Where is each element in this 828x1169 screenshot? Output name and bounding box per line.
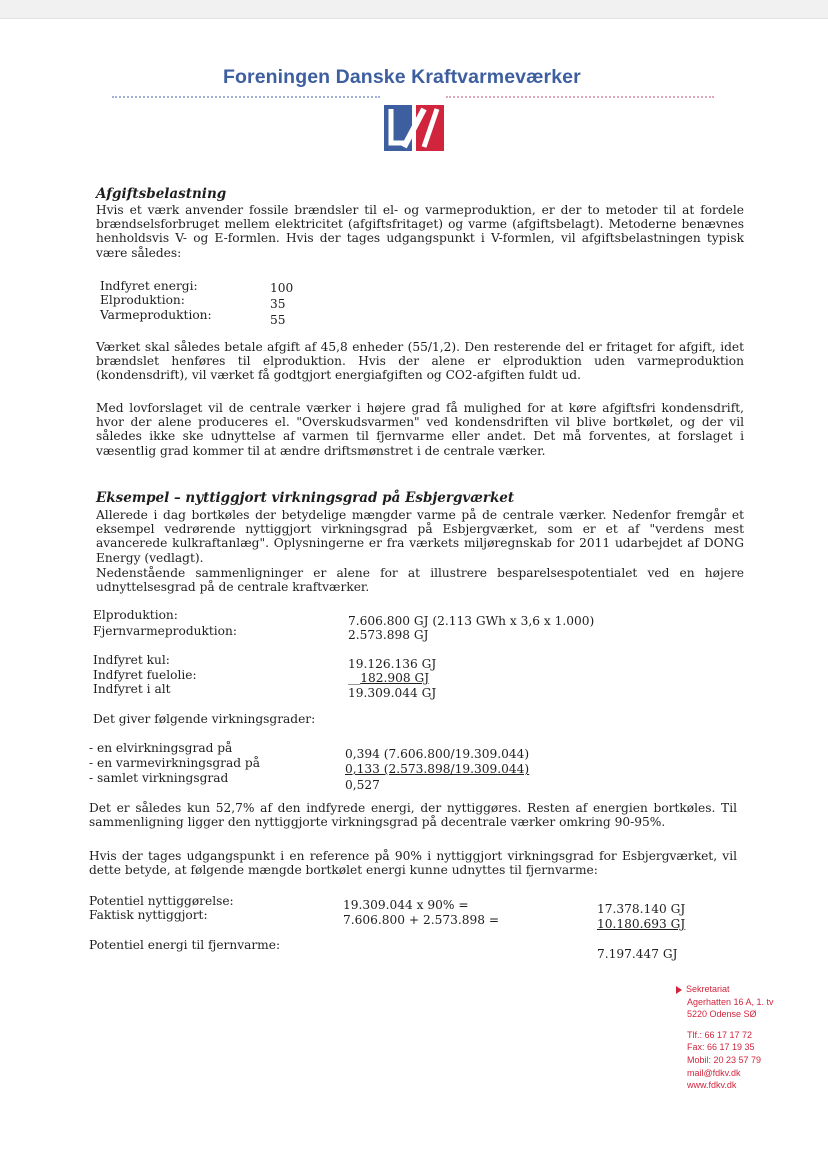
- contact-address-2: 5220 Odense SØ: [687, 1009, 757, 1020]
- calc-potentiel-nyttiggorelse: 19.309.044 x 90% =: [343, 898, 469, 912]
- value-fuelolie: __182.908 GJ: [348, 671, 430, 685]
- row-label-el: Elproduktion:: [100, 293, 185, 307]
- label-kul: Indfyret kul:: [93, 653, 170, 667]
- organization-name: Foreningen Danske Kraftvarmeværker: [223, 66, 581, 88]
- row-value-heat: 55: [270, 313, 286, 327]
- value-fuelolie-number: 182.908 GJ: [360, 671, 430, 685]
- label-samlet: - samlet virkningsgrad: [89, 771, 229, 785]
- efficiency-intro: Det giver følgende virkningsgrader:: [93, 712, 316, 726]
- paragraph-afgift: Værket skal således betale afgift af 45,8 enheder (55/1,2). Den resterende del er fritaget for afgift, idet brændslet henføres til elproduktion. Hvis der alene er elproduktion uden varmeproduktion (kondensdrift), vil værket få godtgjort energiafgiften og CO2-afgiften fuldt ud.: [96, 340, 744, 383]
- paragraph-lovforslag: Med lovforslaget vil de centrale værker i højere grad få mulighed for at køre afgiftsfri kondensdrift, hvor der alene produceres el. "Overskudsvarmen" ved kondensdriften vil blive bortkølet, og der vil således ikke ske udnyttelse af varmen til fjernvarme eller andet. Det må forventes, at forslaget i væsentlig grad kommer til at ændre driftsmønstret i de centrale værker.: [96, 401, 744, 458]
- value-elproduktion: 7.606.800 GJ (2.113 GWh x 3,6 x 1.000): [348, 614, 595, 628]
- value-potentiel-energi: 7.197.447 GJ: [597, 947, 678, 961]
- value-samlet: 0,527: [345, 778, 380, 792]
- value-elvirkningsgrad: 0,394 (7.606.800/19.309.044): [345, 747, 530, 761]
- label-elproduktion: Elproduktion:: [93, 608, 178, 622]
- contact-block: [676, 983, 786, 1092]
- paragraph-resultat: Det er således kun 52,7% af den indfyrede energi, der nyttiggøres. Resten af energien bortkøles. Til sammenligning ligger den nyttiggjorte virkningsgrad på decentrale værker omkring 90-95%.: [89, 801, 737, 830]
- value-fjernvarme: 2.573.898 GJ: [348, 628, 429, 642]
- header-rule-right: [446, 96, 714, 98]
- label-faktisk-nyttiggjort: Faktisk nyttiggjort:: [89, 908, 208, 922]
- label-fuelolie: Indfyret fuelolie:: [93, 668, 197, 682]
- value-kul: 19.126.136 GJ: [348, 657, 437, 671]
- contact-email[interactable]: mail@fdkv.dk: [687, 1067, 741, 1078]
- row-value-energy: 100: [270, 281, 294, 295]
- contact-title: Sekretariat: [686, 984, 730, 994]
- paragraph-intro: Hvis et værk anvender fossile brændsler til el- og varmeproduktion, er der to metoder til at fordele brændselsforbruget mellem elektricitet (afgiftsfritaget) og varme (afgiftsbelagt). Metoderne benævnes henholdsvis V- og E-formlen. Hvis der tages udgangspunkt i V-formlen, vil afgiftsbelastningen typisk være således:: [96, 203, 744, 260]
- value-potentiel-nyttiggorelse: 17.378.140 GJ: [597, 902, 686, 916]
- label-elvirkningsgrad: - en elvirkningsgrad på: [89, 741, 233, 755]
- value-i-alt: 19.309.044 GJ: [348, 686, 437, 700]
- contact-fax: Fax: 66 17 19 35: [687, 1042, 755, 1053]
- label-potentiel-nyttiggorelse: Potentiel nyttiggørelse:: [89, 894, 234, 908]
- label-varmevirkningsgrad: - en varmevirkningsgrad på: [89, 756, 260, 770]
- calc-faktisk-nyttiggjort: 7.606.800 + 2.573.898 =: [343, 913, 500, 927]
- contact-web[interactable]: www.fdkv.dk: [687, 1080, 737, 1091]
- value-varmevirkningsgrad: 0,133 (2.573.898/19.309.044): [345, 762, 530, 776]
- value-faktisk-nyttiggjort: 10.180.693 GJ: [597, 917, 686, 931]
- row-label-heat: Varmeproduktion:: [100, 308, 212, 322]
- row-value-el: 35: [270, 297, 286, 311]
- contact-phone: Tlf.: 66 17 17 72: [687, 1029, 753, 1040]
- contact-address-1: Agerhatten 16 A, 1. tv: [687, 996, 774, 1007]
- fdkv-logo-icon: [382, 101, 446, 155]
- label-i-alt: Indfyret i alt: [93, 682, 171, 696]
- paragraph-reference: Hvis der tages udgangspunkt i en reference på 90% i nyttiggjort virkningsgrad for Esbjergværket, vil dette betyde, at følgende mængde bortkølet energi kunne udnyttes til fjernvarme:: [89, 849, 737, 878]
- contact-mobile: Mobil: 20 23 57 79: [687, 1054, 762, 1065]
- scan-top-edge: [0, 0, 828, 19]
- row-label-energy: Indfyret energi:: [100, 279, 198, 293]
- section-heading-eksempel: Eksempel – nyttiggjort virkningsgrad på Esbjergværket: [96, 490, 515, 506]
- header-rule-left: [112, 96, 380, 98]
- paragraph-sammenligning: Nedenstående sammenligninger er alene for at illustrere besparelsespotentialet ved en højere udnyttelsesgrad på de centrale kraftværker.: [96, 566, 744, 595]
- label-potentiel-energi: Potentiel energi til fjernvarme:: [89, 938, 281, 952]
- section-heading-afgiftsbelastning: Afgiftsbelastning: [96, 186, 227, 202]
- label-fjernvarme: Fjernvarmeproduktion:: [93, 624, 237, 638]
- paragraph-eksempel: Allerede i dag bortkøles der betydelige mængder varme på de centrale værker. Nedenfor fremgår et eksempel vedrørende nyttiggjort virkningsgrad på Esbjergværket, som er et af "verdens mest avancerede kulkraftanlæg". Oplysningerne er fra værkets miljøregnskab for 2011 udarbejdet af DONG Energy (vedlagt).: [96, 508, 744, 565]
- arrow-right-icon: [676, 986, 682, 994]
